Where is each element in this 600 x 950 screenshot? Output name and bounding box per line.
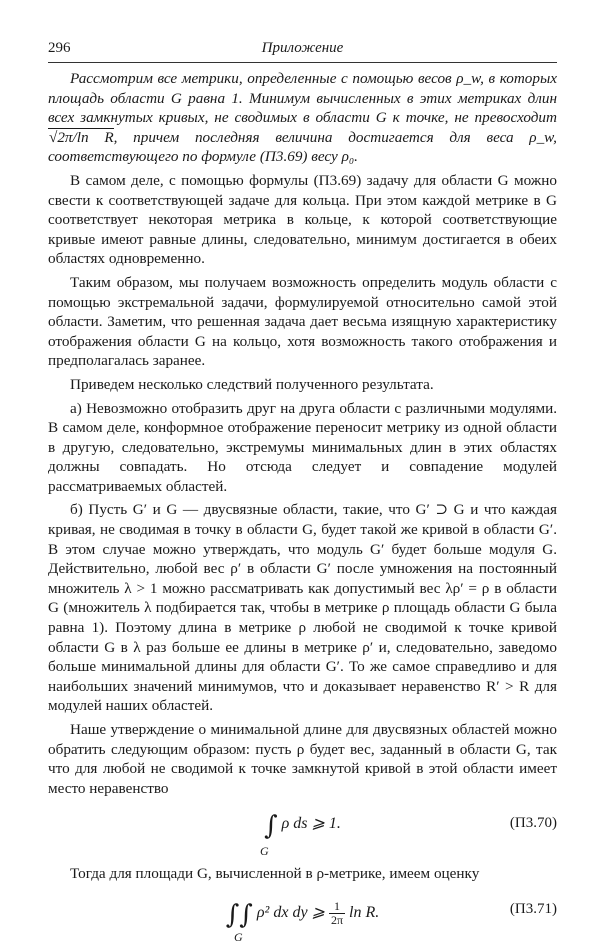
integral-subscript: G	[234, 929, 243, 944]
paragraph-estimate: Тогда для площади G, вычисленной в ρ-метрике, имеем оценку	[70, 865, 480, 883]
integral-subscript: G	[260, 844, 269, 859]
double-integral-sign: ∫∫	[225, 900, 253, 931]
equation-p3-71	[48, 888, 557, 944]
text-body	[48, 69, 557, 950]
running-title: Приложение	[261, 40, 344, 56]
sqrt-formula: √2π/ln R	[49, 128, 114, 146]
paragraph-corollary-b: б) Пусть G′ и G — двусвязные области, такие, что G′ ⊃ G и что каждая кривая, не сводимая в точку в области G, будет такой же кривой в области G′. В этом случае можно утверждать, что модуль G′ будет больше модуля G. Действительно, любой вес ρ′ в области G′ после умножения на постоянный множитель λ > 1 можно рассматривать как допустимый вес λρ′ = ρ в области G (множитель λ подбирается так, чтобы в метрике ρ площадь области G была равна 1). Поэтому длина в метрике ρ любой не сводимой к точке кривой области G в λ раз больше ее длины в метрике ρ′ и, следовательно, заведомо больше минимальной длины для области G′. То же самое справедливо и для наибольших значений минимумов, что и доказывает неравенство R′ > R для модулей наших областей.	[48, 501, 557, 715]
fraction-numerator: 1	[329, 900, 345, 914]
paragraph-theorem	[48, 69, 557, 167]
paragraph-converse: Наше утверждение о минимальной длине для двусвязных областей можно обратить следующим образом: пусть ρ будет вес, заданный в области G, так что для любой не сводимой к точке замкнутой кривой в этой области имеет место неравенство	[48, 721, 557, 797]
paragraph-proof: В самом деле, с помощью формулы (П3.69) задачу для области G можно свести к соответствующей задаче для кольца. При этом каждой метрике в G соответствует некоторая метрика в кольце, к которой соответствующие кривые имеют равные длины, следовательно, минимум достигается в обеих областях одновременно.	[48, 171, 557, 268]
fraction-denominator: 2π	[330, 912, 344, 927]
page-number: 296	[48, 40, 71, 56]
equation-number: (П3.71)	[509, 900, 557, 917]
equation-tail: ln R.	[349, 904, 380, 922]
fraction	[329, 900, 345, 927]
equation-body	[48, 898, 557, 931]
equation-number: (П3.70)	[509, 815, 557, 832]
equation-expression: ρ ds ⩾ 1.	[281, 815, 341, 833]
integral-sign: ∫	[264, 811, 278, 842]
equation-p3-70	[48, 802, 557, 858]
paragraph-corollary-a: а) Невозможно отобразить друг на друга области с различными модулями. В самом деле, конформное отображение переносит метрику из одной области в другую, следовательно, экстремумы минимальных длин в этих областях должны совпадать. Но отсюда следует и совпадение модулей рассматриваемых областей.	[48, 399, 557, 495]
paragraph-conclusion: Таким образом, мы получаем возможность определить модуль области с помощью экстремальной задачи, формулируемой относительно самой этой области. Заметим, что решенная задача дает весьма изящную характеристику отображения области G на кольцо, хотя возможность такого отображения и предполагалась заранее.	[48, 273, 557, 370]
paragraph-corollaries: Приведем несколько следствий полученного результата.	[70, 375, 434, 393]
equation-expression: ρ² dx dy ⩾	[256, 904, 325, 922]
theorem-tail: , причем последняя величина достигается для веса ρ_w, соответствующего по формуле (П3.69) весу ρ₀.	[48, 128, 557, 166]
equation-body	[48, 811, 557, 842]
running-header	[48, 40, 557, 63]
theorem-text: Рассмотрим все метрики, определенные с помощью весов ρ_w, в которых площадь области G равна 1. Минимум вычисленных в этих метриках длин всех замкнутых кривых, не сводимых в области G к точке, не превосходит	[48, 70, 557, 127]
